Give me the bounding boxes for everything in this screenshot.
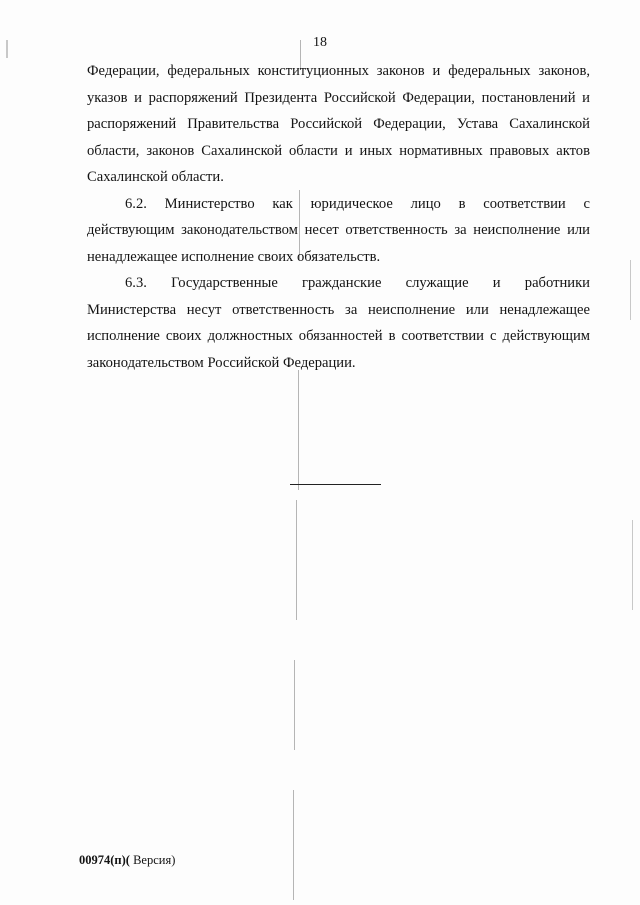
text-line: области, законов Сахалинской области и иных нормативных правовых актов	[87, 142, 590, 159]
scan-fold-line	[293, 790, 294, 900]
text-line: действующим законодательством несет ответственность за неисполнение или	[87, 222, 590, 238]
paragraph-6-2	[87, 191, 590, 271]
scan-speck	[632, 520, 633, 610]
text-line: ненадлежащее исполнение своих обязательств.	[87, 248, 381, 265]
text-line: Федерации, федеральных конституционных законов и федеральных законов,	[87, 63, 590, 79]
scan-fold-line	[298, 370, 299, 490]
paragraph-6-3	[87, 270, 590, 376]
scan-fold-line	[296, 500, 297, 620]
text-line: Сахалинской области.	[87, 169, 224, 185]
end-separator-line	[290, 484, 381, 485]
text-line: распоряжений Правительства Российской Федерации, Устава Сахалинской	[87, 116, 590, 132]
page-number: 18	[313, 35, 327, 50]
paragraph-continuation	[87, 58, 590, 191]
footer-version: Версия)	[129, 853, 176, 867]
text-line: законодательством Российской Федерации.	[87, 354, 356, 371]
text-line: 6.3. Государственные гражданские служащие и работники	[125, 275, 590, 291]
scan-fold-line	[294, 660, 295, 750]
text-line: 6.2. Министерство как юридическое лицо в соответствии с	[125, 195, 590, 212]
document-footer-code	[79, 853, 175, 868]
text-line: указов и распоряжений Президента Российской Федерации, постановлений и	[87, 89, 590, 106]
text-line: исполнение своих должностных обязанностей в соответствии с действующим	[87, 328, 590, 344]
document-body	[87, 58, 590, 376]
scan-speck	[630, 260, 631, 320]
footer-code: 00974(п)(	[79, 853, 130, 867]
text-line: Министерства несут ответственность за неисполнение или ненадлежащее	[87, 301, 590, 318]
